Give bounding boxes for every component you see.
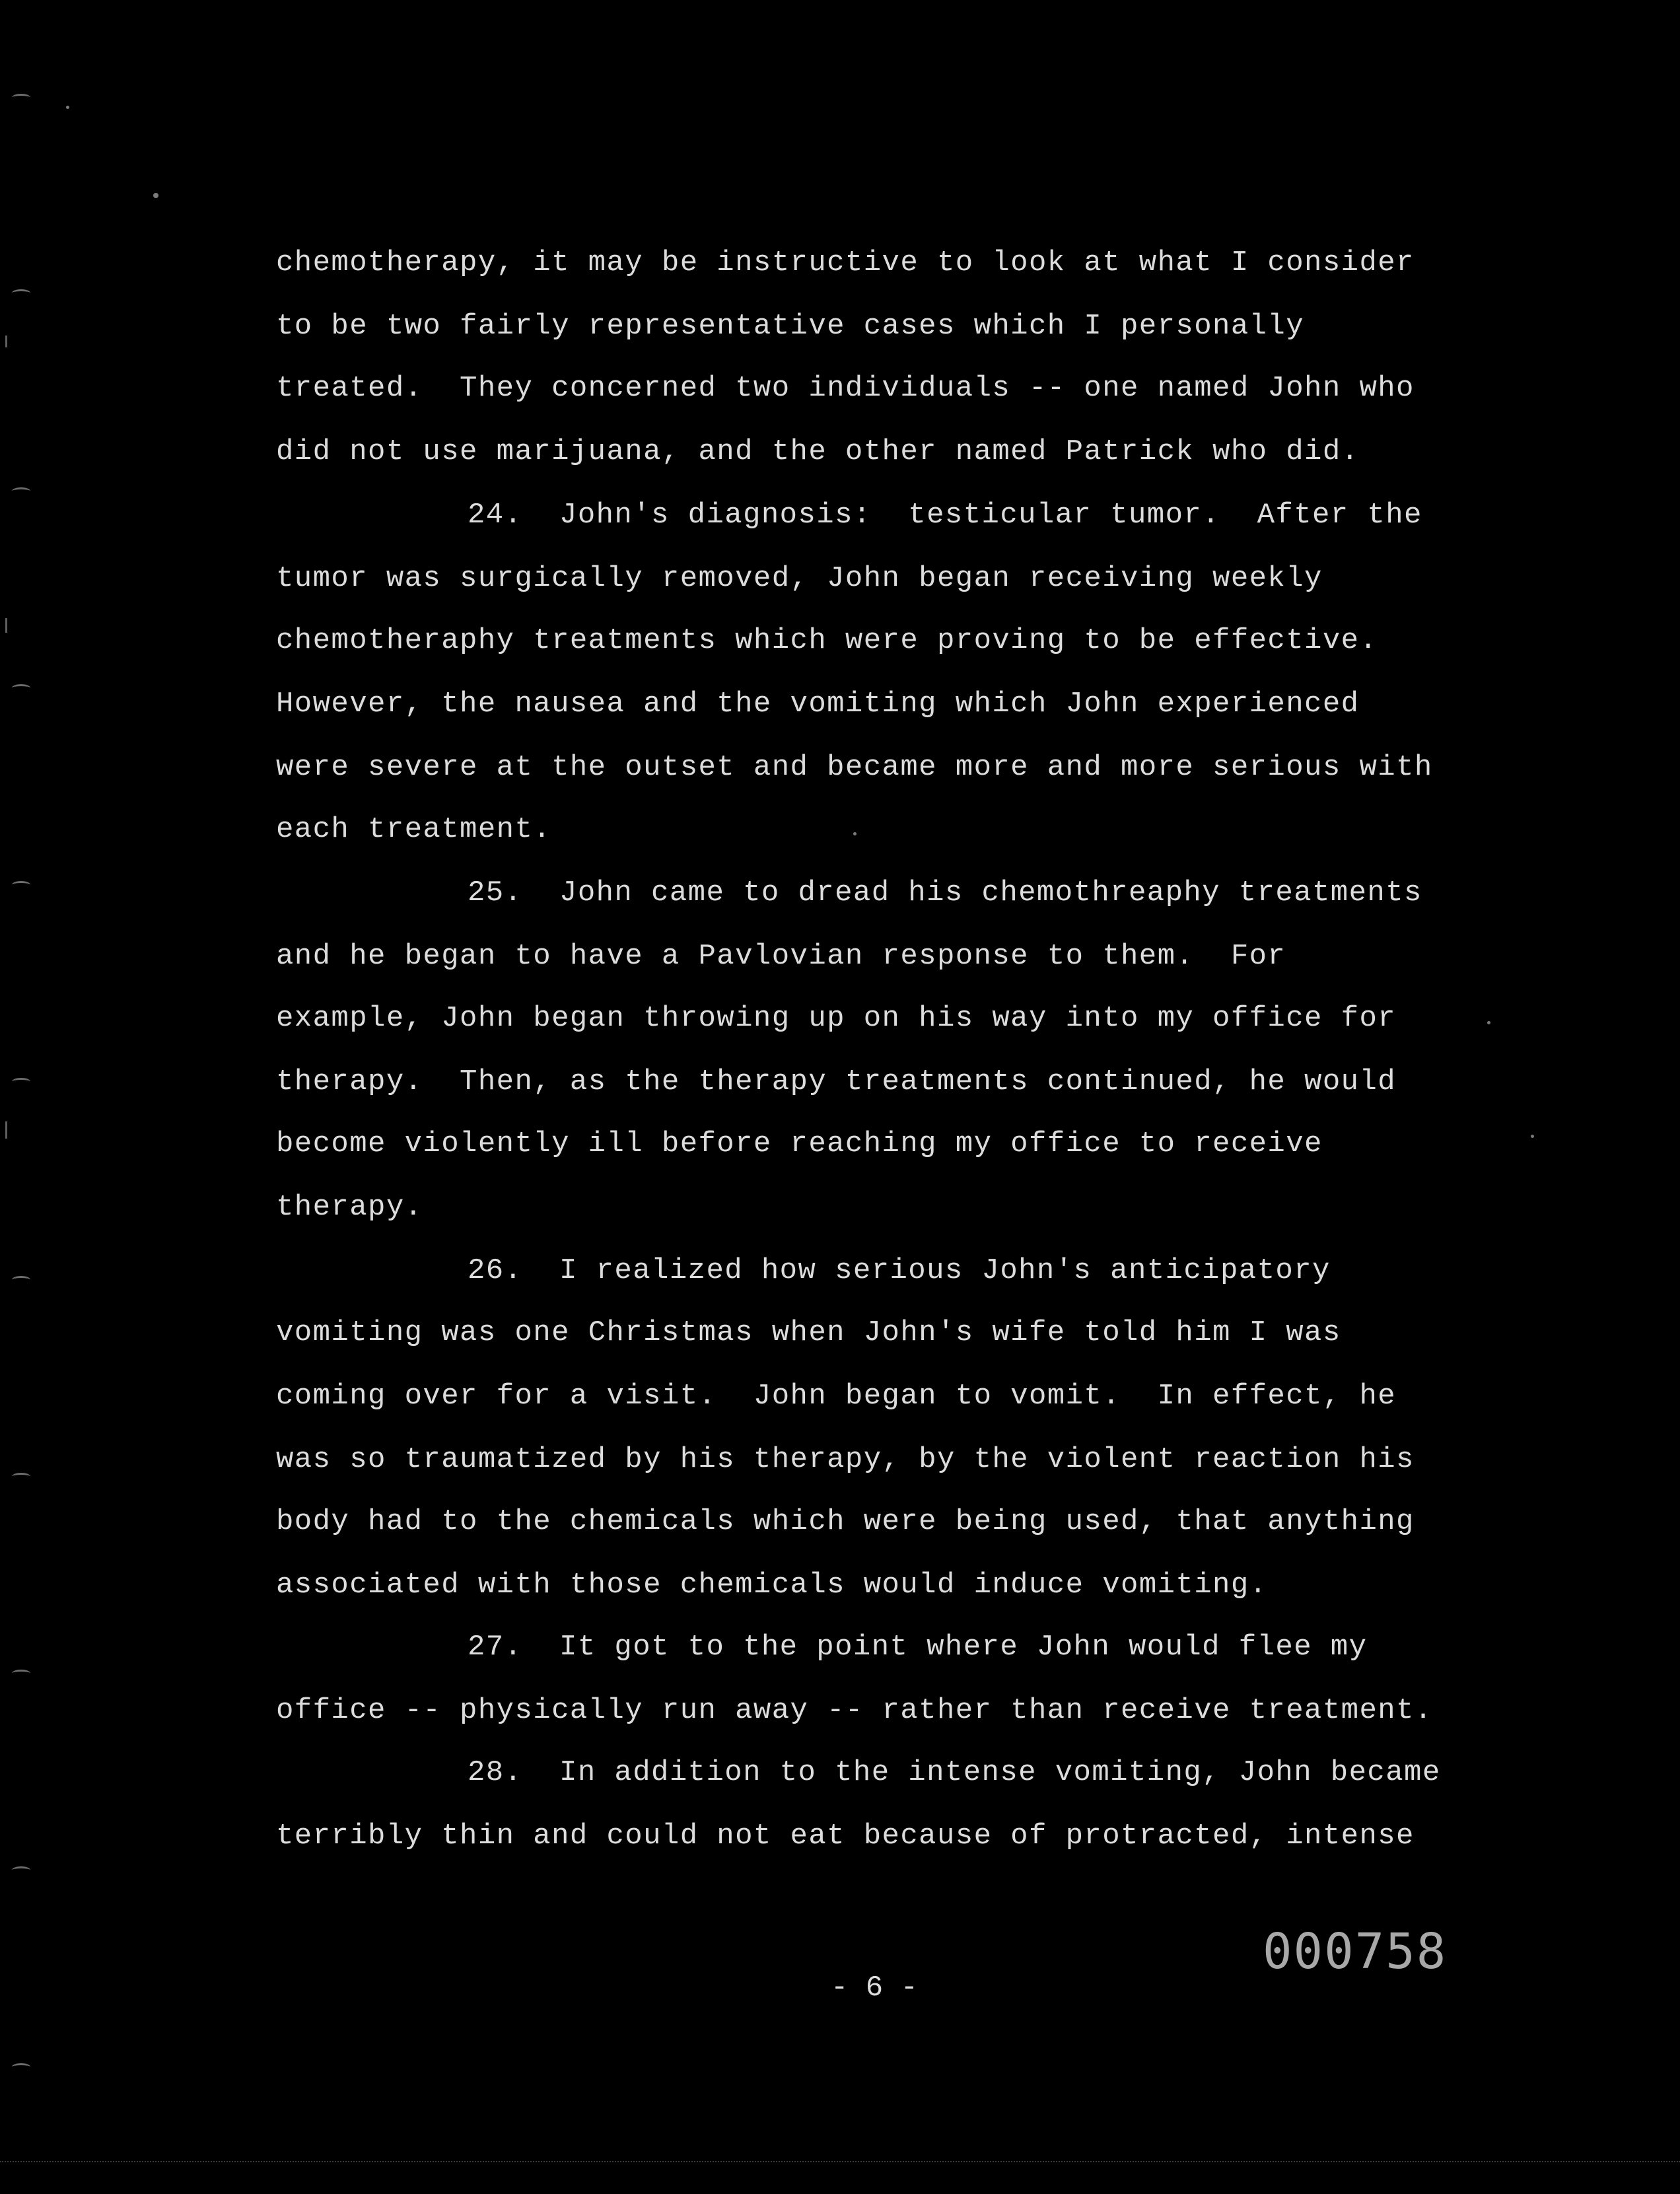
text-line-7: chemotheraphy treatments which were proving to be effective. — [276, 624, 1378, 657]
scan-speck — [1487, 1021, 1490, 1024]
scan-bottom-edge — [0, 2161, 1680, 2164]
text-line-19: coming over for a visit. John began to vomit. In effect, he — [276, 1380, 1397, 1413]
text-line-13: example, John began throwing up on his way into my office for — [276, 1002, 1397, 1035]
paragraph-25-first-line: 25. John came to dread his chemothreaphy treatments — [468, 876, 1422, 909]
text-line-4: did not use marijuana, and the other named Patrick who did. — [276, 435, 1360, 468]
scan-edge-mark — [12, 2063, 30, 2070]
scan-speck — [1531, 1135, 1534, 1138]
text-line-18: vomiting was one Christmas when John's wife told him I was — [276, 1316, 1341, 1349]
text-line-15: become violently ill before reaching my office to receive — [276, 1127, 1323, 1160]
text-line-10: each treatment. — [276, 813, 552, 846]
paragraph-28-first-line: 28. In addition to the intense vomiting, John became — [468, 1756, 1441, 1789]
scan-edge-mark — [12, 684, 30, 691]
text-line-20: was so traumatized by his therapy, by the violent reaction his — [276, 1443, 1415, 1476]
text-line-3: treated. They concerned two individuals -- one named John who — [276, 372, 1415, 405]
text-line-6: tumor was surgically removed, John began receiving weekly — [276, 562, 1323, 595]
scan-speck — [66, 106, 69, 109]
text-line-21: body had to the chemicals which were being used, that anything — [276, 1505, 1415, 1538]
scan-tick — [5, 336, 7, 347]
text-line-24: office -- physically run away -- rather than receive treatment. — [276, 1694, 1433, 1727]
scan-tick — [5, 618, 7, 633]
scan-edge-mark — [12, 881, 30, 888]
bates-stamp: 000758 — [1263, 1923, 1448, 1980]
text-line-2: to be two fairly representative cases which I personally — [276, 310, 1305, 343]
page-number: - 6 - — [831, 1971, 919, 2004]
scan-edge-mark — [12, 487, 30, 495]
scan-edge-mark — [12, 1866, 30, 1874]
text-line-12: and he began to have a Pavlovian response to them. For — [276, 940, 1286, 973]
text-line-22: associated with those chemicals would induce vomiting. — [276, 1569, 1268, 1602]
paragraph-26-first-line: 26. I realized how serious John's anticipatory — [468, 1254, 1331, 1287]
text-line-14: therapy. Then, as the therapy treatments continued, he would — [276, 1065, 1397, 1098]
scan-edge-mark — [12, 1473, 30, 1480]
text-line-1: chemotherapy, it may be instructive to look at what I consider — [276, 246, 1415, 279]
text-line-8: However, the nausea and the vomiting which John experienced — [276, 688, 1360, 721]
paragraph-27-first-line: 27. It got to the point where John would flee my — [468, 1631, 1368, 1664]
scan-speck — [853, 832, 857, 835]
scan-edge-mark — [12, 1078, 30, 1085]
text-line-26: terribly thin and could not eat because of protracted, intense — [276, 1820, 1415, 1853]
scan-edge-mark — [12, 1670, 30, 1677]
scan-edge-mark — [12, 1276, 30, 1283]
text-line-16: therapy. — [276, 1191, 423, 1224]
paragraph-24-first-line: 24. John's diagnosis: testicular tumor. After the — [468, 499, 1422, 532]
scan-speck — [153, 193, 158, 198]
text-line-9: were severe at the outset and became more and more serious with — [276, 751, 1433, 784]
scan-edge-mark — [12, 94, 30, 101]
scan-tick — [5, 1121, 7, 1139]
scan-edge-mark — [12, 289, 30, 297]
